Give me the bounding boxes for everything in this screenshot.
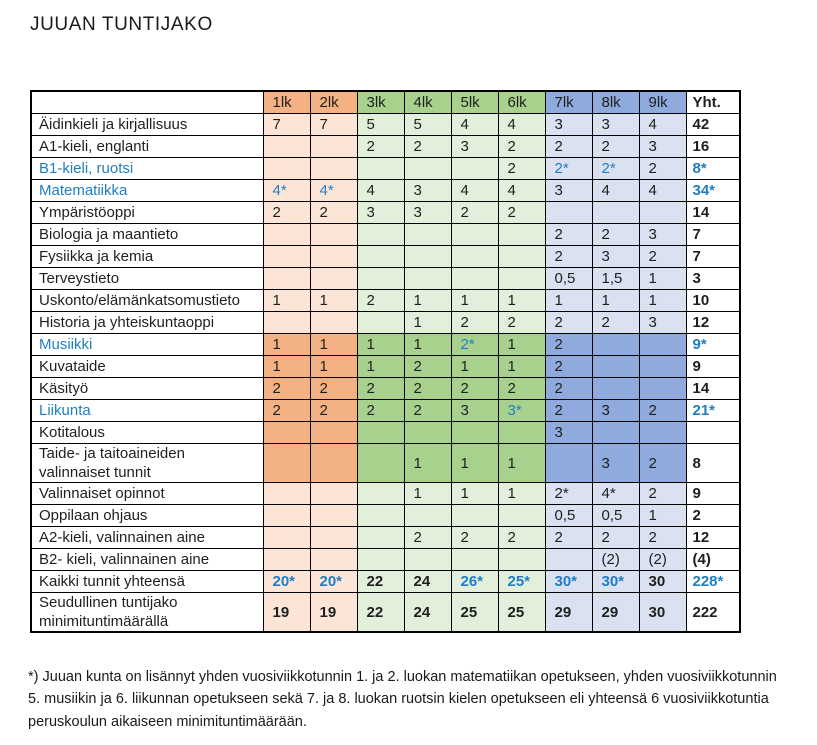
subject-label: Taide- ja taitoaineiden valinnaiset tunnit xyxy=(31,444,263,483)
grade-cell xyxy=(263,549,310,571)
subject-label: Äidinkieli ja kirjallisuus xyxy=(31,114,263,136)
total-cell: 9 xyxy=(686,483,740,505)
total-cell: (4) xyxy=(686,549,740,571)
grade-cell: 2 xyxy=(545,356,592,378)
total-cell: 8* xyxy=(686,158,740,180)
grade-cell xyxy=(357,422,404,444)
total-cell: 3 xyxy=(686,268,740,290)
grade-cell: 2 xyxy=(357,378,404,400)
grade-cell xyxy=(263,268,310,290)
grade-cell: 1 xyxy=(357,334,404,356)
grade-cell xyxy=(592,202,639,224)
grade-cell xyxy=(357,268,404,290)
grade-column-header-5lk: 5lk xyxy=(451,91,498,114)
lesson-distribution-table xyxy=(30,90,741,633)
grade-cell xyxy=(310,136,357,158)
table-row xyxy=(31,571,740,593)
grade-cell: 4 xyxy=(592,180,639,202)
grade-cell: 4 xyxy=(498,180,545,202)
grade-cell: 2 xyxy=(404,356,451,378)
grade-cell: 1 xyxy=(451,290,498,312)
grade-cell xyxy=(592,422,639,444)
subject-column-header xyxy=(31,91,263,114)
grade-cell: 22 xyxy=(357,571,404,593)
subject-label: Seudullinen tuntijako minimituntimäärällä xyxy=(31,593,263,633)
subject-label: B1-kieli, ruotsi xyxy=(31,158,263,180)
grade-cell: 2 xyxy=(451,527,498,549)
grade-cell: 3 xyxy=(639,136,686,158)
grade-cell xyxy=(263,158,310,180)
grade-cell: 2 xyxy=(592,527,639,549)
grade-cell: 1 xyxy=(498,444,545,483)
grade-cell: 2 xyxy=(263,400,310,422)
grade-cell: 1 xyxy=(263,356,310,378)
grade-cell xyxy=(545,549,592,571)
grade-cell: 3 xyxy=(404,202,451,224)
grade-cell: 1 xyxy=(545,290,592,312)
grade-cell: 3 xyxy=(592,114,639,136)
grade-cell: 2 xyxy=(545,224,592,246)
grade-cell: 22 xyxy=(357,593,404,633)
grade-cell: 2 xyxy=(498,136,545,158)
grade-cell: 1 xyxy=(404,483,451,505)
grade-cell: 1 xyxy=(404,312,451,334)
page-title: JUUAN TUNTIJAKO xyxy=(30,14,213,35)
grade-cell: 2 xyxy=(498,158,545,180)
grade-cell xyxy=(451,549,498,571)
grade-cell: 25* xyxy=(498,571,545,593)
table-row xyxy=(31,549,740,571)
grade-cell xyxy=(310,483,357,505)
grade-cell: 2 xyxy=(357,290,404,312)
grade-cell xyxy=(404,505,451,527)
grade-cell: 1 xyxy=(498,483,545,505)
grade-cell xyxy=(639,356,686,378)
subject-label: Kuvataide xyxy=(31,356,263,378)
grade-cell xyxy=(498,505,545,527)
grade-cell xyxy=(639,202,686,224)
total-cell: 9* xyxy=(686,334,740,356)
subject-label: A2-kieli, valinnainen aine xyxy=(31,527,263,549)
total-cell: 21* xyxy=(686,400,740,422)
grade-cell: 2 xyxy=(310,378,357,400)
subject-label: Biologia ja maantieto xyxy=(31,224,263,246)
grade-cell: 25 xyxy=(498,593,545,633)
grade-cell xyxy=(498,246,545,268)
grade-cell xyxy=(263,483,310,505)
grade-cell: 1 xyxy=(498,356,545,378)
grade-cell xyxy=(263,224,310,246)
total-cell: 16 xyxy=(686,136,740,158)
grade-cell: 1 xyxy=(263,290,310,312)
grade-cell: 2* xyxy=(545,158,592,180)
grade-cell xyxy=(498,549,545,571)
grade-cell xyxy=(263,246,310,268)
table-row xyxy=(31,268,740,290)
grade-cell: 2 xyxy=(310,202,357,224)
grade-cell: 2 xyxy=(404,400,451,422)
grade-cell: 30* xyxy=(592,571,639,593)
total-cell: 10 xyxy=(686,290,740,312)
grade-cell: 3 xyxy=(545,114,592,136)
grade-cell xyxy=(404,549,451,571)
grade-cell: 2 xyxy=(639,444,686,483)
grade-cell: 2 xyxy=(357,400,404,422)
grade-cell xyxy=(310,527,357,549)
grade-cell: 3 xyxy=(545,180,592,202)
grade-cell: 1 xyxy=(498,334,545,356)
grade-cell: 1 xyxy=(639,290,686,312)
total-column-header: Yht. xyxy=(686,91,740,114)
table-row xyxy=(31,422,740,444)
grade-cell: 2 xyxy=(639,400,686,422)
grade-cell xyxy=(357,483,404,505)
grade-cell xyxy=(310,505,357,527)
grade-cell: 2 xyxy=(545,527,592,549)
grade-cell: 3* xyxy=(498,400,545,422)
grade-cell xyxy=(310,224,357,246)
grade-cell: 29 xyxy=(545,593,592,633)
grade-cell xyxy=(545,202,592,224)
grade-cell: 3 xyxy=(451,400,498,422)
grade-cell: 1 xyxy=(404,334,451,356)
table-row xyxy=(31,444,740,483)
grade-cell: 4* xyxy=(263,180,310,202)
grade-cell xyxy=(263,136,310,158)
table-row xyxy=(31,114,740,136)
header-row xyxy=(31,91,740,114)
grade-cell: 1 xyxy=(451,356,498,378)
total-cell: 7 xyxy=(686,246,740,268)
grade-cell xyxy=(592,334,639,356)
grade-cell: 20* xyxy=(263,571,310,593)
subject-label: Ympäristöoppi xyxy=(31,202,263,224)
grade-cell: 1 xyxy=(639,268,686,290)
grade-cell xyxy=(451,246,498,268)
total-cell: 8 xyxy=(686,444,740,483)
grade-cell: 5 xyxy=(357,114,404,136)
grade-cell xyxy=(263,312,310,334)
grade-cell: 7 xyxy=(263,114,310,136)
subject-label: Musiikki xyxy=(31,334,263,356)
table-row xyxy=(31,483,740,505)
total-cell: 14 xyxy=(686,202,740,224)
total-cell: 222 xyxy=(686,593,740,633)
grade-cell: 1 xyxy=(404,290,451,312)
grade-column-header-7lk: 7lk xyxy=(545,91,592,114)
grade-cell: 2 xyxy=(639,483,686,505)
grade-cell xyxy=(451,505,498,527)
grade-cell xyxy=(357,505,404,527)
grade-cell xyxy=(310,422,357,444)
grade-cell: 1 xyxy=(357,356,404,378)
grade-cell: 30 xyxy=(639,593,686,633)
grade-cell xyxy=(498,268,545,290)
grade-cell: 2 xyxy=(404,136,451,158)
grade-cell: (2) xyxy=(639,549,686,571)
grade-cell: 1 xyxy=(592,290,639,312)
grade-cell: 3 xyxy=(451,136,498,158)
grade-cell: 24 xyxy=(404,593,451,633)
grade-cell: 2 xyxy=(639,158,686,180)
subject-label: Fysiikka ja kemia xyxy=(31,246,263,268)
grade-cell: 2 xyxy=(310,400,357,422)
grade-cell: 4 xyxy=(639,114,686,136)
grade-cell: 2 xyxy=(451,378,498,400)
grade-cell: 2 xyxy=(404,378,451,400)
table-row xyxy=(31,378,740,400)
grade-cell xyxy=(310,312,357,334)
grade-cell: 24 xyxy=(404,571,451,593)
grade-cell xyxy=(404,422,451,444)
grade-column-header-3lk: 3lk xyxy=(357,91,404,114)
table-row xyxy=(31,527,740,549)
grade-cell xyxy=(310,246,357,268)
grade-cell: 4* xyxy=(592,483,639,505)
grade-cell xyxy=(404,158,451,180)
total-cell: 228* xyxy=(686,571,740,593)
grade-cell: 30 xyxy=(639,571,686,593)
subject-label: Liikunta xyxy=(31,400,263,422)
grade-column-header-1lk: 1lk xyxy=(263,91,310,114)
table-row xyxy=(31,312,740,334)
grade-cell: 2 xyxy=(498,202,545,224)
grade-cell: 1 xyxy=(451,483,498,505)
grade-cell xyxy=(639,422,686,444)
grade-cell: 1 xyxy=(310,334,357,356)
grade-cell xyxy=(592,356,639,378)
grade-cell xyxy=(451,268,498,290)
table-row xyxy=(31,290,740,312)
grade-cell xyxy=(357,158,404,180)
grade-cell: 4 xyxy=(639,180,686,202)
grade-cell xyxy=(357,444,404,483)
grade-cell xyxy=(498,422,545,444)
grade-cell: 2 xyxy=(545,400,592,422)
grade-cell: 29 xyxy=(592,593,639,633)
grade-cell: 2 xyxy=(451,312,498,334)
grade-cell: 2 xyxy=(545,334,592,356)
subject-label: Terveystieto xyxy=(31,268,263,290)
table-row xyxy=(31,505,740,527)
grade-cell: 4 xyxy=(357,180,404,202)
grade-column-header-8lk: 8lk xyxy=(592,91,639,114)
grade-column-header-4lk: 4lk xyxy=(404,91,451,114)
grade-cell: 2 xyxy=(263,202,310,224)
grade-cell: 30* xyxy=(545,571,592,593)
grade-cell: 0,5 xyxy=(545,505,592,527)
grade-cell xyxy=(310,268,357,290)
table-body xyxy=(31,114,740,633)
grade-cell xyxy=(357,549,404,571)
subject-label: Käsityö xyxy=(31,378,263,400)
grade-cell: 2 xyxy=(357,136,404,158)
subject-label: Kotitalous xyxy=(31,422,263,444)
grade-cell xyxy=(357,527,404,549)
grade-cell: 1,5 xyxy=(592,268,639,290)
grade-cell: 4 xyxy=(498,114,545,136)
grade-cell: 2 xyxy=(451,202,498,224)
grade-cell xyxy=(357,224,404,246)
grade-cell: 20* xyxy=(310,571,357,593)
total-cell: 7 xyxy=(686,224,740,246)
grade-cell: 3 xyxy=(592,444,639,483)
grade-cell: 2 xyxy=(639,246,686,268)
grade-cell: 0,5 xyxy=(592,505,639,527)
grade-cell xyxy=(263,505,310,527)
grade-cell: 4 xyxy=(451,114,498,136)
grade-cell: 1 xyxy=(263,334,310,356)
total-cell: 12 xyxy=(686,312,740,334)
grade-cell xyxy=(310,444,357,483)
table-row xyxy=(31,202,740,224)
grade-column-header-9lk: 9lk xyxy=(639,91,686,114)
grade-cell: 25 xyxy=(451,593,498,633)
grade-cell xyxy=(404,224,451,246)
grade-column-header-2lk: 2lk xyxy=(310,91,357,114)
grade-cell xyxy=(263,444,310,483)
grade-cell: 1 xyxy=(310,290,357,312)
table-row xyxy=(31,246,740,268)
total-cell: 9 xyxy=(686,356,740,378)
grade-cell: 7 xyxy=(310,114,357,136)
grade-cell xyxy=(639,378,686,400)
grade-cell: 2 xyxy=(263,378,310,400)
subject-label: Historia ja yhteiskuntaoppi xyxy=(31,312,263,334)
subject-label: B2- kieli, valinnainen aine xyxy=(31,549,263,571)
grade-cell: 2 xyxy=(592,136,639,158)
subject-label: Matematiikka xyxy=(31,180,263,202)
subject-label: Oppilaan ohjaus xyxy=(31,505,263,527)
grade-cell: 3 xyxy=(357,202,404,224)
grade-cell: 3 xyxy=(592,400,639,422)
grade-cell xyxy=(263,527,310,549)
grade-cell: 0,5 xyxy=(545,268,592,290)
grade-cell xyxy=(451,422,498,444)
grade-cell: 19 xyxy=(263,593,310,633)
grade-cell: 3 xyxy=(592,246,639,268)
subject-label: Kaikki tunnit yhteensä xyxy=(31,571,263,593)
grade-cell xyxy=(404,268,451,290)
subject-label: A1-kieli, englanti xyxy=(31,136,263,158)
grade-cell: 2 xyxy=(498,527,545,549)
table-row xyxy=(31,224,740,246)
grade-cell: 2 xyxy=(592,224,639,246)
grade-cell: 1 xyxy=(639,505,686,527)
lesson-distribution-table-wrap xyxy=(30,90,741,633)
grade-cell: 2 xyxy=(545,136,592,158)
table-row xyxy=(31,158,740,180)
grade-cell: 3 xyxy=(639,224,686,246)
grade-cell: 4 xyxy=(451,180,498,202)
footnote: *) Juuan kunta on lisännyt yhden vuosiviikkotunnin 1. ja 2. luokan matematiikan opetukseen, yhden vuosiviikkotunnin 5. musiikin ja 6. liikunnan opetukseen sekä 7. ja 8. luokan ruotsin kielen opetukseen eli yhteensä 6 vuosiviikkotuntia peruskoulun aikaiseen minimituntimäärään. xyxy=(28,669,777,730)
grade-cell xyxy=(404,246,451,268)
total-cell: 2 xyxy=(686,505,740,527)
grade-cell: 2 xyxy=(498,378,545,400)
grade-cell xyxy=(357,246,404,268)
grade-cell: 1 xyxy=(498,290,545,312)
grade-cell: 3 xyxy=(639,312,686,334)
table-row xyxy=(31,593,740,633)
grade-cell: 2 xyxy=(498,312,545,334)
grade-cell: 1 xyxy=(451,444,498,483)
grade-cell xyxy=(310,158,357,180)
table-row xyxy=(31,356,740,378)
grade-cell: 2 xyxy=(639,527,686,549)
grade-cell: 2 xyxy=(592,312,639,334)
grade-cell xyxy=(263,422,310,444)
grade-cell: 26* xyxy=(451,571,498,593)
grade-cell: 2* xyxy=(451,334,498,356)
grade-cell xyxy=(310,549,357,571)
grade-cell xyxy=(451,158,498,180)
grade-cell xyxy=(451,224,498,246)
grade-cell: 4* xyxy=(310,180,357,202)
grade-cell xyxy=(639,334,686,356)
grade-cell: 2 xyxy=(545,378,592,400)
grade-cell: 19 xyxy=(310,593,357,633)
grade-cell: 1 xyxy=(310,356,357,378)
grade-cell: 5 xyxy=(404,114,451,136)
grade-cell xyxy=(592,378,639,400)
total-cell: 14 xyxy=(686,378,740,400)
table-row xyxy=(31,136,740,158)
total-cell: 42 xyxy=(686,114,740,136)
grade-cell: 2* xyxy=(545,483,592,505)
subject-label: Uskonto/elämänkatsomustieto xyxy=(31,290,263,312)
grade-cell: 1 xyxy=(404,444,451,483)
grade-cell: 2 xyxy=(404,527,451,549)
total-cell xyxy=(686,422,740,444)
grade-cell: (2) xyxy=(592,549,639,571)
grade-cell: 2 xyxy=(545,312,592,334)
grade-cell xyxy=(357,312,404,334)
grade-cell: 3 xyxy=(545,422,592,444)
table-row xyxy=(31,334,740,356)
grade-column-header-6lk: 6lk xyxy=(498,91,545,114)
table-row xyxy=(31,400,740,422)
grade-cell: 3 xyxy=(404,180,451,202)
subject-label: Valinnaiset opinnot xyxy=(31,483,263,505)
grade-cell: 2 xyxy=(545,246,592,268)
total-cell: 34* xyxy=(686,180,740,202)
total-cell: 12 xyxy=(686,527,740,549)
grade-cell: 2* xyxy=(592,158,639,180)
grade-cell xyxy=(545,444,592,483)
grade-cell xyxy=(498,224,545,246)
table-row xyxy=(31,180,740,202)
